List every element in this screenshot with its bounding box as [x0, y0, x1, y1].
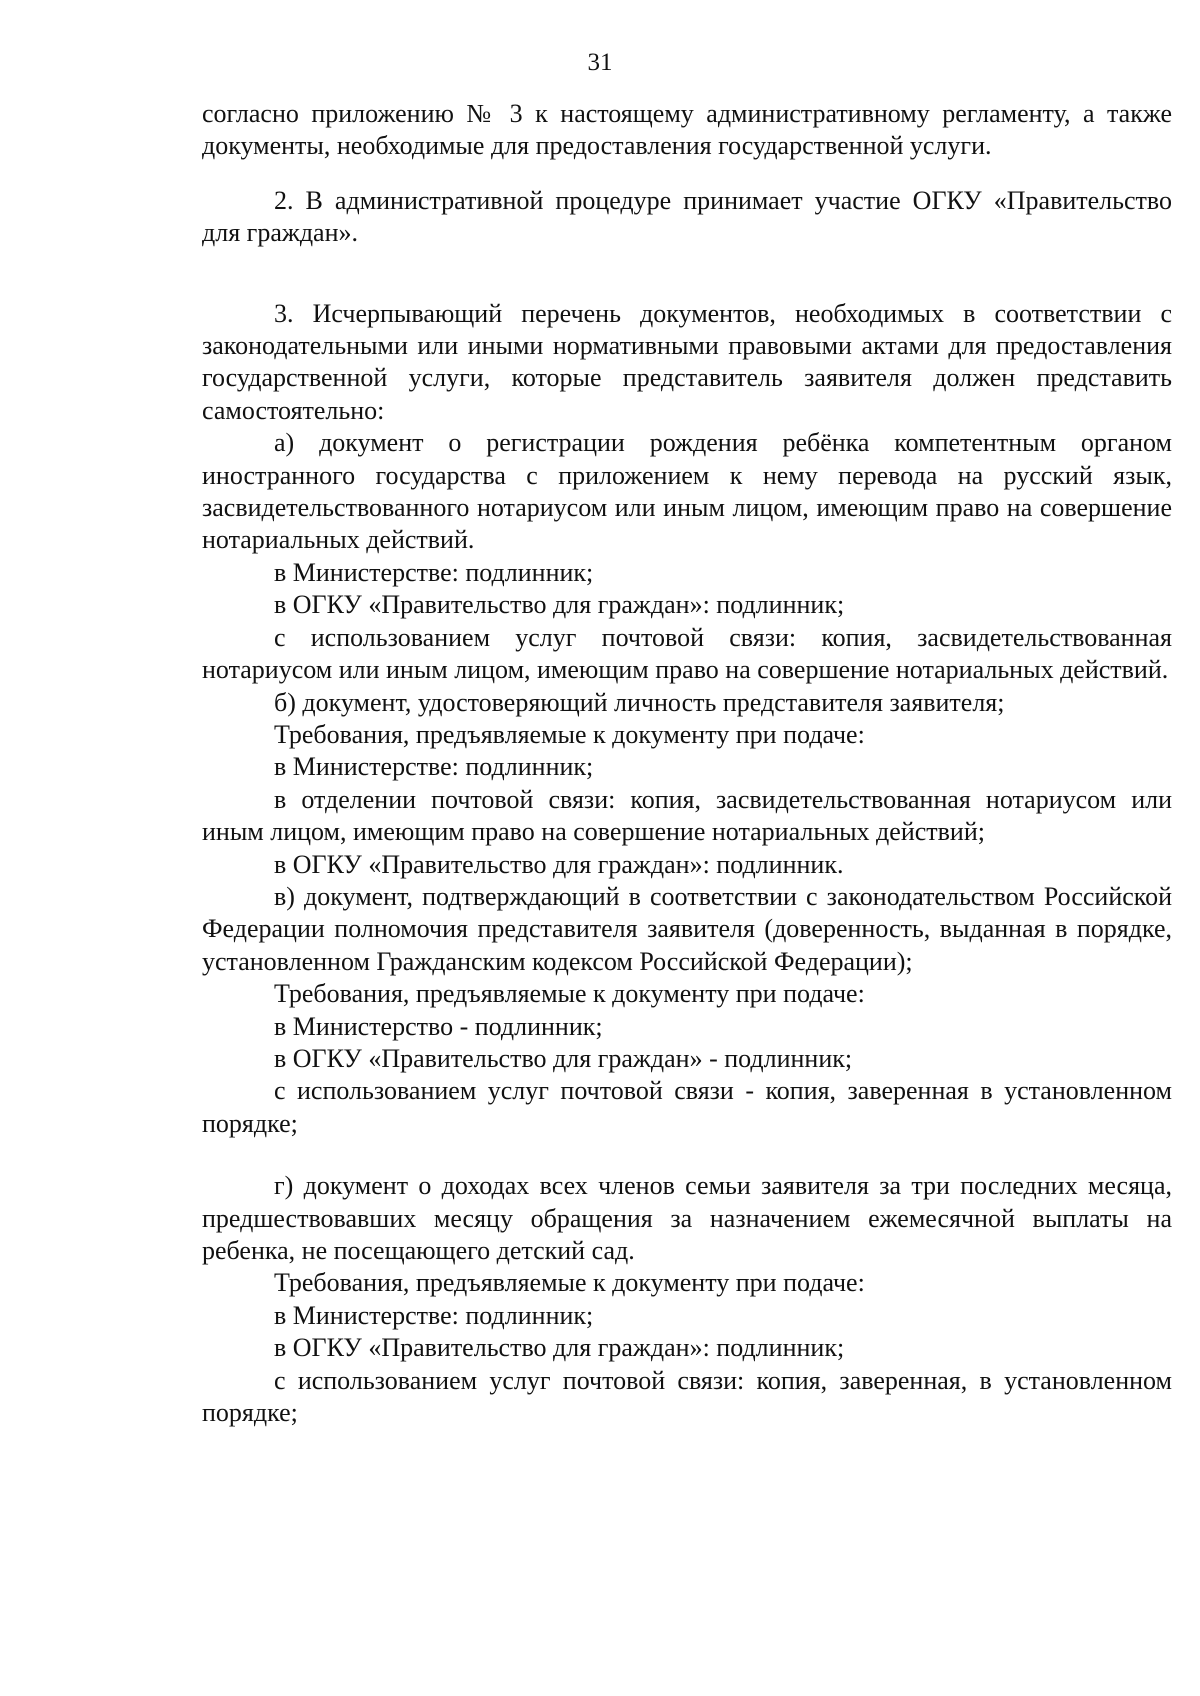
paragraph-line: Требования, предъявляемые к документу при подаче:: [274, 719, 865, 749]
paragraph-line: в ОГКУ «Правительство для граждан» - подлинник;: [274, 1043, 853, 1073]
paragraph-doc-v: в) документ, подтверждающий в соответствии с законодательством Российской Федерации полномочия представителя заявителя (доверенность, выданная в порядке, установленном Гражданским кодексом Российской Федерации);: [202, 881, 1172, 976]
paragraph-line: Требования, предъявляемые к документу при подаче:: [274, 1268, 865, 1298]
paragraph-line: с использованием услуг почтовой связи: копия, заверенная, в установленном порядке;: [202, 1365, 1172, 1428]
paragraph-doc-g: г) документ о доходах всех членов семьи заявителя за три последних месяца, предшествовавших месяцу обращения за назначением ежемесячной выплаты на ребенка, не посещающего детский сад.: [202, 1171, 1172, 1265]
paragraph-line: в отделении почтовой связи: копия, засвидетельствованная нотариусом или иным лицом, имеющим право на совершение нотариальных действий;: [202, 784, 1172, 847]
paragraph-doc-b: б) документ, удостоверяющий личность представителя заявителя;: [274, 687, 1005, 717]
paragraph-line: Требования, предъявляемые к документу при подаче:: [274, 979, 865, 1009]
paragraph-line: в ОГКУ «Правительство для граждан»: подлинник;: [274, 1333, 845, 1363]
paragraph-line: в Министерстве: подлинник;: [274, 752, 594, 782]
paragraph-line: в ОГКУ «Правительство для граждан»: подлинник;: [274, 590, 845, 620]
paragraph-item-2: 2. В административной процедуре принимает участие ОГКУ «Правительство для граждан».: [202, 185, 1172, 248]
paragraph-line: в Министерство - подлинник;: [274, 1011, 603, 1041]
paragraph-line: в Министерстве: подлинник;: [274, 1300, 594, 1330]
paragraph-line: с использованием услуг почтовой связи - копия, заверенная в установленном порядке;: [202, 1076, 1172, 1138]
paragraph-item-3: 3. Исчерпывающий перечень документов, необходимых в соответствии с законодательными или иными нормативными правовыми актами для предоставления государственной услуги, которые представитель заявителя должен представить самостоятельно:: [202, 298, 1172, 425]
paragraph-continuation: согласно приложению № 3 к настоящему административному регламенту, а также документы, необходимые для предоставления государственной услуги.: [202, 99, 1172, 161]
paragraph-line: в Министерстве: подлинник;: [274, 557, 594, 587]
paragraph-line: в ОГКУ «Правительство для граждан»: подлинник.: [274, 849, 844, 879]
paragraph-line: с использованием услуг почтовой связи: копия, засвидетельствованная нотариусом или иным лицом, имеющим право на совершение нотариальных действий.: [202, 622, 1172, 685]
paragraph-doc-a: а) документ о регистрации рождения ребёнка компетентным органом иностранного государства с приложением к нему перевода на русский язык, засвидетельствованного нотариусом или иным лицом, имеющим право на совершение нотариальных действий.: [202, 428, 1172, 555]
document-body: [202, 98, 1172, 1429]
page-number: 31: [587, 49, 613, 76]
